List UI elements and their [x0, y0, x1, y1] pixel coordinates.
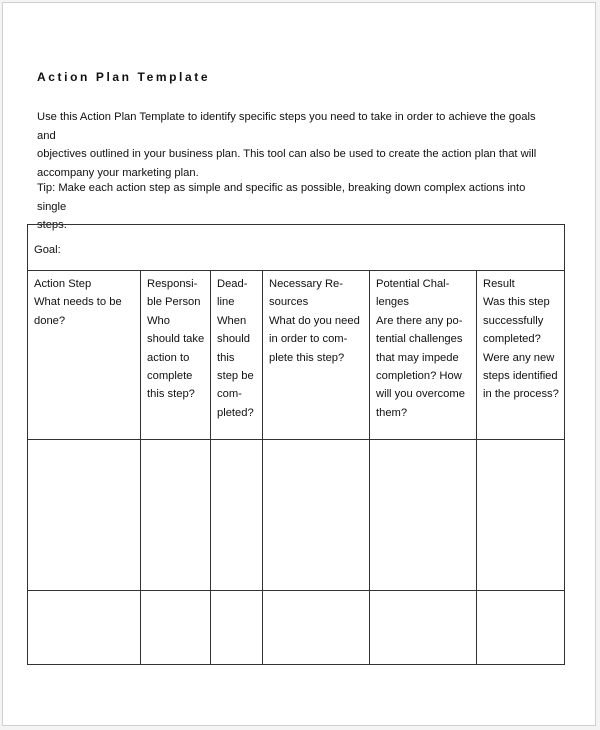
table-cell[interactable] — [263, 440, 370, 591]
table-cell[interactable] — [211, 440, 263, 591]
table-cell[interactable] — [28, 591, 141, 665]
table-cell[interactable] — [141, 591, 211, 665]
column-header-label: Result Was this step successfully completed? Were any new steps identified in the process? — [483, 278, 559, 401]
column-header-label: Dead- line When should this step be com- pleted? — [217, 278, 254, 419]
column-header-deadline — [211, 271, 263, 440]
table-cell[interactable] — [370, 591, 477, 665]
table-cell[interactable] — [211, 591, 263, 665]
tip-paragraph: Tip: Make each action step as simple and specific as possible, breaking down complex actions into single steps. — [37, 182, 526, 232]
action-plan-table — [27, 224, 565, 665]
column-header-label: Responsi- ble Person Who should take action to complete this step? — [147, 278, 205, 401]
column-header-responsible-person — [141, 271, 211, 440]
goal-row — [28, 225, 565, 271]
column-header-label: Potential Chal- lenges Are there any po- tential challenges that may impede completion? How will you overcome them? — [376, 278, 465, 419]
table-cell[interactable] — [477, 440, 565, 591]
column-header-label: Necessary Re- sources What do you need in order to com- plete this step? — [269, 278, 360, 364]
table-cell[interactable] — [263, 591, 370, 665]
intro-paragraph: Use this Action Plan Template to identify specific steps you need to take in order to achieve the goals and objectives outlined in your business plan. This tool can also be used to create the action plan that will accompany your marketing plan. — [37, 111, 537, 179]
table-cell[interactable] — [141, 440, 211, 591]
table-cell[interactable] — [477, 591, 565, 665]
column-header-potential-challenges — [370, 271, 477, 440]
table-cell[interactable] — [28, 440, 141, 591]
document-title: Action Plan Template — [37, 70, 211, 84]
column-header-result — [477, 271, 565, 440]
column-header-label: Action Step What needs to be done? — [34, 278, 122, 327]
table-row — [28, 591, 565, 665]
table-row — [28, 440, 565, 591]
column-header-action-step — [28, 271, 141, 440]
column-header-necessary-resources — [263, 271, 370, 440]
goal-cell[interactable] — [28, 225, 565, 271]
header-row — [28, 271, 565, 440]
table-cell[interactable] — [370, 440, 477, 591]
goal-label: Goal: — [34, 244, 61, 256]
